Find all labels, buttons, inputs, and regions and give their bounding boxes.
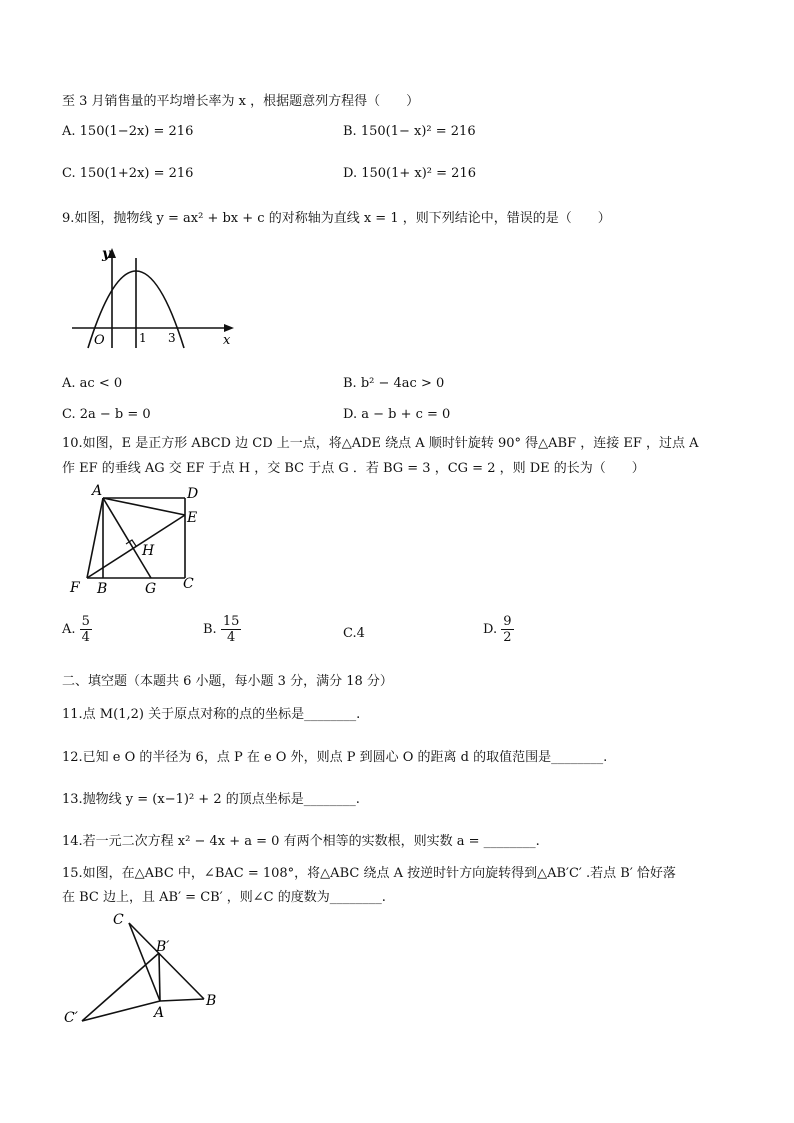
q9-tick-3: 3 — [168, 331, 176, 345]
q10-label-D: D — [187, 486, 199, 502]
q10-option-d-label: D. — [483, 622, 498, 637]
q9-y-label: y — [102, 246, 111, 262]
q10-option-a-label: A. — [62, 622, 76, 637]
section-2-title: 二、填空题（本题共 6 小题，每小题 3 分，满分 18 分） — [62, 674, 393, 689]
q10-option-d-denominator: 2 — [503, 630, 512, 645]
q10-option-a — [62, 614, 92, 645]
q10-label-B: B — [97, 581, 108, 597]
q9-origin-label: O — [94, 333, 105, 348]
q12-text: 12.已知 e O 的半径为 6，点 P 在 e O 外，则点 P 到圆心 O 的距离 d 的取值范围是________. — [62, 750, 608, 765]
q10-option-a-denominator: 4 — [81, 630, 90, 645]
q10-label-F: F — [70, 580, 80, 596]
q8-stem: 至 3 月销售量的平均增长率为 x ，根据题意列方程得（ ） — [62, 94, 420, 109]
q10-option-b-fraction — [221, 614, 242, 645]
q9-parabola-figure — [68, 236, 243, 354]
q10-label-E: E — [187, 510, 198, 526]
q9-x-label: x — [223, 333, 231, 348]
q15-triangle-figure — [62, 905, 232, 1030]
q8-option-a: A. 150(1−2x) = 216 — [62, 124, 194, 139]
q15-label-A: A — [154, 1005, 165, 1021]
q8-option-c: C. 150(1+2x) = 216 — [62, 166, 194, 181]
q9-option-a: A. ac < 0 — [62, 376, 123, 391]
q10-option-d-fraction — [501, 614, 513, 645]
q15-stem-line2: 在 BC 边上，且 AB′ = CB′ ，则∠C 的度数为________. — [62, 890, 386, 905]
q10-label-C: C — [183, 576, 194, 592]
q9-stem: 9.如图，抛物线 y = ax² + bx + c 的对称轴为直线 x = 1 ，则下列结论中，错误的是（ ） — [62, 211, 611, 226]
q10-option-a-numerator: 5 — [81, 614, 90, 629]
q15-label-Cprime: C′ — [64, 1010, 78, 1026]
q10-option-c: C.4 — [343, 626, 365, 641]
q15-label-C: C — [113, 912, 124, 928]
q8-option-d: D. 150(1+ x)² = 216 — [343, 166, 476, 181]
q10-option-d — [483, 614, 514, 645]
q10-option-b-label: B. — [203, 622, 217, 637]
q15-stem-line1: 15.如图，在△ABC 中，∠BAC = 108°，将△ABC 绕点 A 按逆时针方向旋转得到△AB′C′ .若点 B′ 恰好落 — [62, 866, 676, 881]
q15-label-B: B — [206, 993, 217, 1009]
q10-option-b — [203, 614, 241, 645]
q10-stem-line2: 作 EF 的垂线 AG 交 EF 于点 H ，交 BC 于点 G ．若 BG = 3 ，CG = 2 ，则 DE 的长为（ ） — [62, 461, 645, 476]
q9-option-c: C. 2a − b = 0 — [62, 407, 151, 422]
q10-label-A: A — [92, 483, 103, 499]
q10-option-d-numerator: 9 — [503, 614, 512, 629]
q10-option-a-fraction — [80, 614, 92, 645]
q11-text: 11.点 M(1,2) 关于原点对称的点的坐标是________. — [62, 707, 361, 722]
q13-text: 13.抛物线 y = (x−1)² + 2 的顶点坐标是________. — [62, 792, 360, 807]
q10-option-b-numerator: 15 — [222, 614, 240, 629]
q9-option-d: D. a − b + c = 0 — [343, 407, 451, 422]
q15-label-Bprime: B′ — [156, 939, 170, 955]
q10-square-figure — [62, 478, 212, 600]
q8-option-b: B. 150(1− x)² = 216 — [343, 124, 476, 139]
q9-option-b: B. b² − 4ac > 0 — [343, 376, 445, 391]
q14-text: 14.若一元二次方程 x² − 4x + a = 0 有两个相等的实数根，则实数 a = ________. — [62, 834, 540, 849]
q10-option-b-denominator: 4 — [226, 630, 236, 645]
q10-stem-line1: 10.如图，E 是正方形 ABCD 边 CD 上一点，将△ADE 绕点 A 顺时针旋转 90° 得△ABF ，连接 EF ，过点 A — [62, 436, 699, 451]
q10-label-G: G — [145, 581, 157, 597]
q10-label-H: H — [142, 543, 155, 559]
q9-tick-1: 1 — [139, 331, 147, 345]
